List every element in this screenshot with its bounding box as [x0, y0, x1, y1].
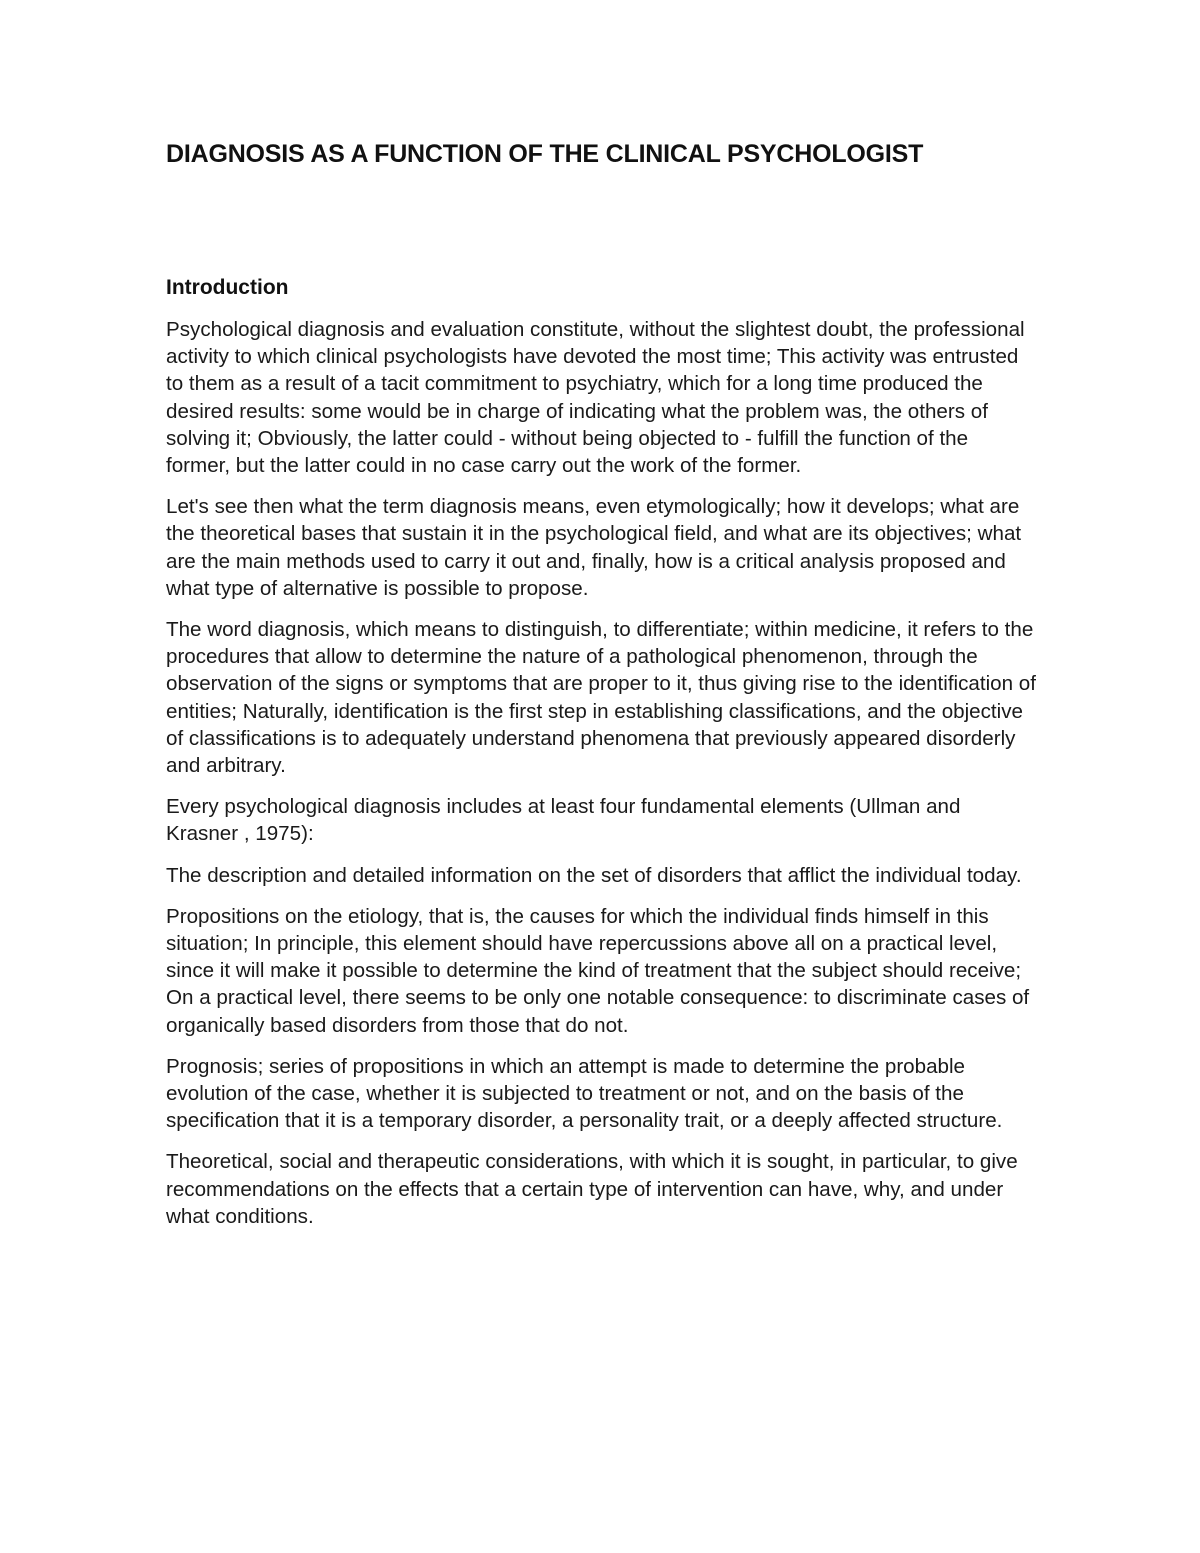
- paragraph: Theoretical, social and therapeutic considerations, with which it is sought, in particular, to give recommendations on the effects that a certain type of intervention can have, why, and under what conditions.: [166, 1150, 1018, 1228]
- document-title: DIAGNOSIS AS A FUNCTION OF THE CLINICAL PSYCHOLOGIST: [166, 140, 924, 168]
- paragraph: Prognosis; series of propositions in which an attempt is made to determine the probable evolution of the case, whether it is subjected to treatment or not, and on the basis of the specification that it is a temporary disorder, a personality trait, or a deeply affected structure.: [166, 1054, 1003, 1133]
- paragraph: Let's see then what the term diagnosis means, even etymologically; how it develops; what are the theoretical bases that sustain it in the psychological field, and what are its objectives; what are the main methods used to carry it out and, finally, how is a critical analysis proposed and what type of alternative is possible to propose.: [166, 495, 1022, 600]
- paragraph: Psychological diagnosis and evaluation constitute, without the slightest doubt, the professional activity to which clinical psychologists have devoted the most time; This activity was entrusted to them as a result of a tacit commitment to psychiatry, which for a long time produced the desired results: some would be in charge of indicating what the problem was, the others of solving it; Obviously, the latter could - without being objected to - fulfill the function of the former, but the latter could in no case carry out the work of the former.: [166, 318, 1025, 478]
- section-heading-introduction: Introduction: [166, 276, 289, 299]
- paragraph: The description and detailed information on the set of disorders that afflict the individual today.: [166, 863, 1022, 887]
- paragraph: The word diagnosis, which means to distinguish, to differentiate; within medicine, it refers to the procedures that allow to determine the nature of a pathological phenomenon, through the observation of the signs or symptoms that are proper to it, thus giving rise to the identification of entities; Naturally, identification is the first step in establishing classifications, and the objective of classifications is to adequately understand phenomena that previously appeared disorderly and arbitrary.: [166, 618, 1036, 778]
- paragraph: Every psychological diagnosis includes at least four fundamental elements (Ullman and Krasner , 1975):: [166, 795, 961, 846]
- document-body: [166, 316, 1036, 1244]
- paragraph: Propositions on the etiology, that is, the causes for which the individual finds himself in this situation; In principle, this element should have repercussions above all on a practical level, since it will make it possible to determine the kind of treatment that the subject should receive; On a practical level, there seems to be only one notable consequence: to discriminate cases of organically based disorders from those that do not.: [166, 904, 1030, 1037]
